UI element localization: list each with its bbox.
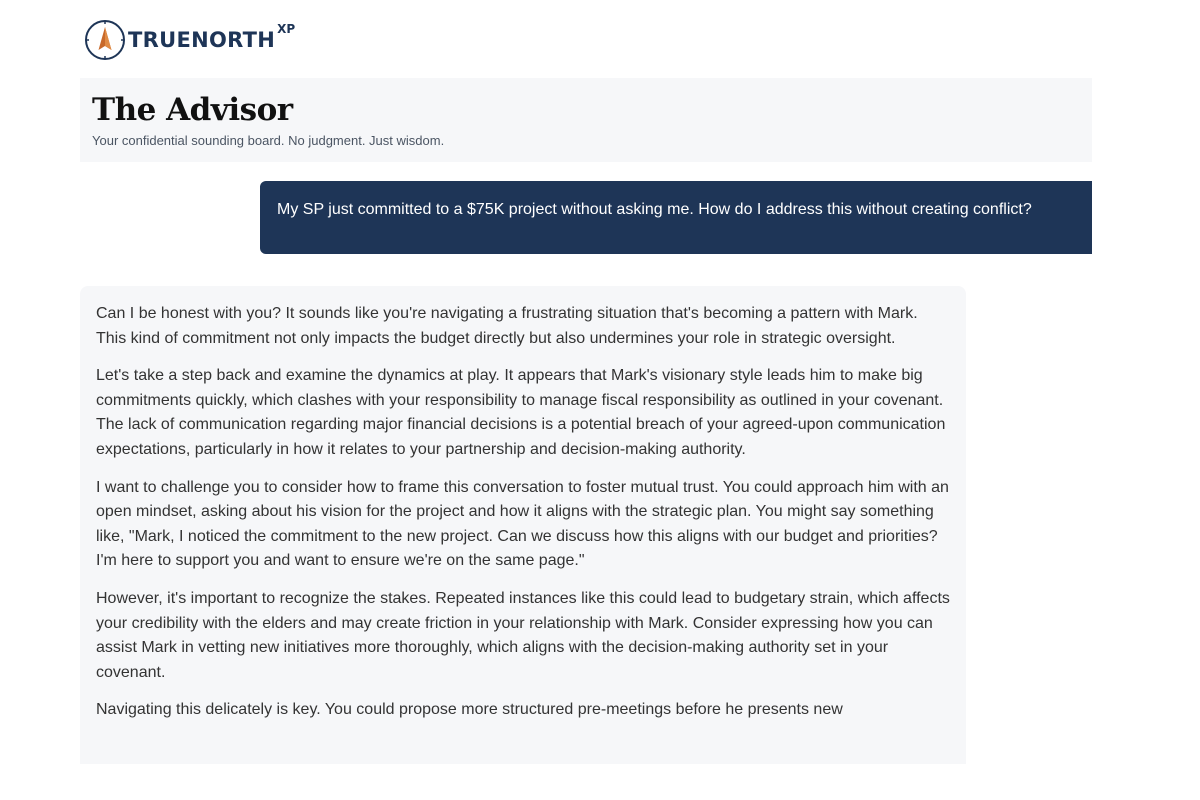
assistant-paragraph: I want to challenge you to consider how to frame this conversation to foster mutual trust. You could approach him with an open mindset, asking about his vision for the project and how it aligns with the strategic plan. You might say something like, "Mark, I noticed the commitment to the new project. Can we discuss how this aligns with our budget and priorities? I'm here to support you and want to ensure we're on the same page." xyxy=(96,478,949,570)
assistant-message-bubble xyxy=(80,286,966,764)
user-message-bubble xyxy=(260,181,1092,254)
compass-icon xyxy=(84,19,126,61)
assistant-paragraph: Navigating this delicately is key. You could propose more structured pre-meetings before he presents new xyxy=(96,701,843,719)
assistant-paragraph: Let's take a step back and examine the dynamics at play. It appears that Mark's visionary style leads him to make big commitments quickly, which clashes with your responsibility to manage fiscal responsibility as outlined in your covenant. The lack of communication regarding major financial decisions is a potential breach of your agreed-upon communication expectations, particularly in how it relates to your partnership and decision-making authority. xyxy=(96,367,946,458)
assistant-paragraph: Can I be honest with you? It sounds like you're navigating a frustrating situation that's becoming a pattern with Mark. This kind of commitment not only impacts the budget directly but also undermines your role in strategic oversight. xyxy=(96,305,918,347)
assistant-paragraph: However, it's important to recognize the stakes. Repeated instances like this could lead to budgetary strain, which affects your credibility with the elders and may create friction in your relationship with Mark. Consider expressing how you can assist Mark in vetting new initiatives more thoroughly, which aligns with the decision-making authority set in your covenant. xyxy=(96,589,950,681)
brand-logo[interactable] xyxy=(84,18,295,62)
page-subtitle: Your confidential sounding board. No judgment. Just wisdom. xyxy=(92,133,445,148)
user-message-text: My SP just committed to a $75K project without asking me. How do I address this without creating conflict? xyxy=(277,201,1032,218)
brand-suffix: XP xyxy=(277,22,296,36)
brand-name: TRUENORTH xyxy=(128,28,276,52)
page-title: The Advisor xyxy=(92,92,293,128)
